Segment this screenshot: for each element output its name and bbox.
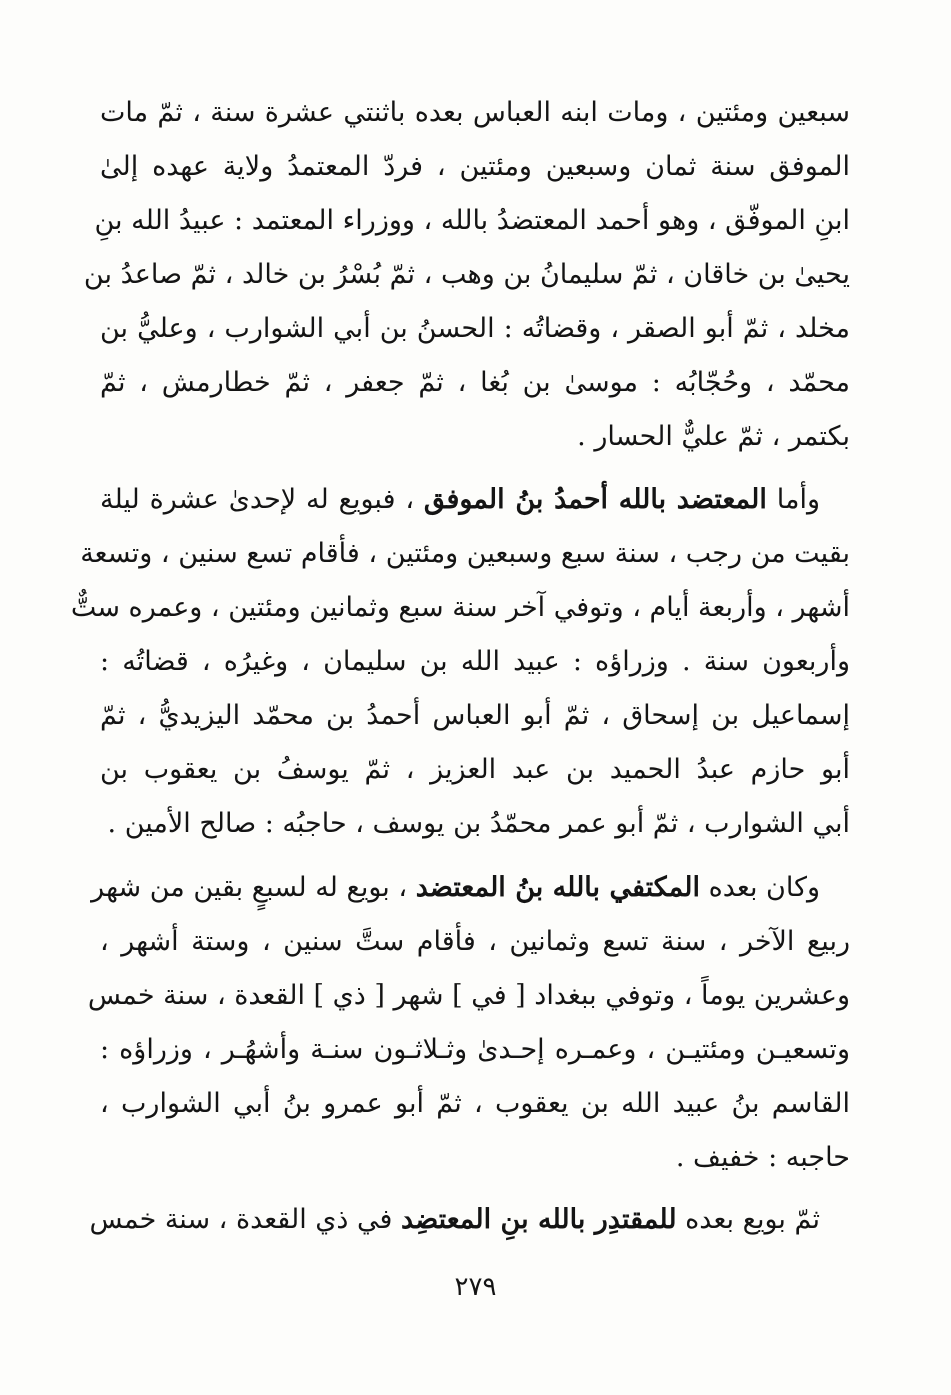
- text-line: بكتمر ، ثمّ عليٌّ الحسار .: [577, 421, 850, 452]
- line-suffix: ، فبويع له لإحدىٰ عشرة ليلة: [100, 484, 424, 515]
- text-line: [91, 861, 820, 915]
- line-prefix: وأما: [766, 484, 820, 515]
- line-prefix: وكان بعده: [700, 872, 820, 903]
- caliph-name: المكتفي بالله بنُ المعتضد: [415, 872, 701, 903]
- text-line: وأربعون سنة . وزراؤه : عبيد الله بن سليمان ، وغيرُه ، قضاتُه :: [100, 646, 850, 677]
- text-line: سبعين ومئتين ، ومات ابنه العباس بعده باثنتي عشرة سنة ، ثمّ مات: [100, 97, 850, 128]
- text-line: وتسعيـن ومئتيـن ، وعمـره إحـدىٰ وثـلاثـون سنـة وأشهُـر ، وزراؤه :: [100, 1034, 850, 1065]
- text-line: أشهر ، وأربعة أيام ، وتوفي آخر سنة سبع وثمانين ومئتين ، وعمره ستٌّ: [70, 592, 850, 623]
- text-line: حاجبه : خفيف .: [675, 1142, 850, 1173]
- caliph-name: المعتضد بالله أحمدُ بنُ الموفق: [423, 484, 767, 515]
- text-line: أبي الشوارب ، ثمّ أبو عمر محمّدُ بن يوسف ، حاجبُه : صالح الأمين .: [107, 808, 850, 839]
- text-line: [89, 1193, 820, 1247]
- text-line: وعشرين يوماً ، وتوفي ببغداد [ في ] شهر [ ذي ] القعدة ، سنة خمس: [87, 980, 850, 1011]
- text-line: [100, 473, 820, 527]
- text-line: بقيت من رجب ، سنة سبع وسبعين ومئتين ، فأقام تسع سنين ، وتسعة: [80, 538, 850, 569]
- text-line: محمّد ، وحُجّابُه : موسىٰ بن بُغا ، ثمّ جعفر ، ثمّ خطارمش ، ثمّ: [100, 367, 850, 398]
- caliph-name: للمقتدِر بالله بنِ المعتضِد: [401, 1204, 677, 1235]
- text-line: مخلد ، ثمّ أبو الصقر ، وقضاتُه : الحسنُ بن أبي الشوارب ، وعليُّ بن: [100, 313, 850, 344]
- line-suffix: ، بويع له لسبعٍ بقين من شهر: [91, 872, 416, 903]
- text-line: القاسم بنُ عبيد الله بن يعقوب ، ثمّ أبو عمرو بنُ أبي الشوارب ،: [100, 1088, 850, 1119]
- text-line: ربيع الآخر ، سنة تسع وثمانين ، فأقام ستَّ سنين ، وستة أشهر ،: [100, 926, 850, 957]
- line-suffix: في ذي القعدة ، سنة خمس: [89, 1204, 402, 1235]
- line-prefix: ثمّ بويع بعده: [676, 1204, 820, 1235]
- text-line: إسماعيل بن إسحاق ، ثمّ أبو العباس أحمدُ بن محمّد اليزيديُّ ، ثمّ: [100, 700, 850, 731]
- text-line: أبو حازم عبدُ الحميد بن عبد العزيز ، ثمّ يوسفُ بن يعقوب بن: [100, 754, 850, 785]
- text-line: الموفق سنة ثمان وسبعين ومئتين ، فردّ المعتمدُ ولاية عهده إلىٰ: [100, 151, 850, 182]
- text-line: يحيىٰ بن خاقان ، ثمّ سليمانُ بن وهب ، ثمّ بُسْرُ بن خالد ، ثمّ صاعدُ بن: [83, 259, 850, 290]
- text-line: ابنِ الموفّق ، وهو أحمد المعتضدُ بالله ، ووزراء المعتمد : عبيدُ الله بنِ: [94, 205, 850, 236]
- page-number: ٢٧٩: [454, 1272, 497, 1302]
